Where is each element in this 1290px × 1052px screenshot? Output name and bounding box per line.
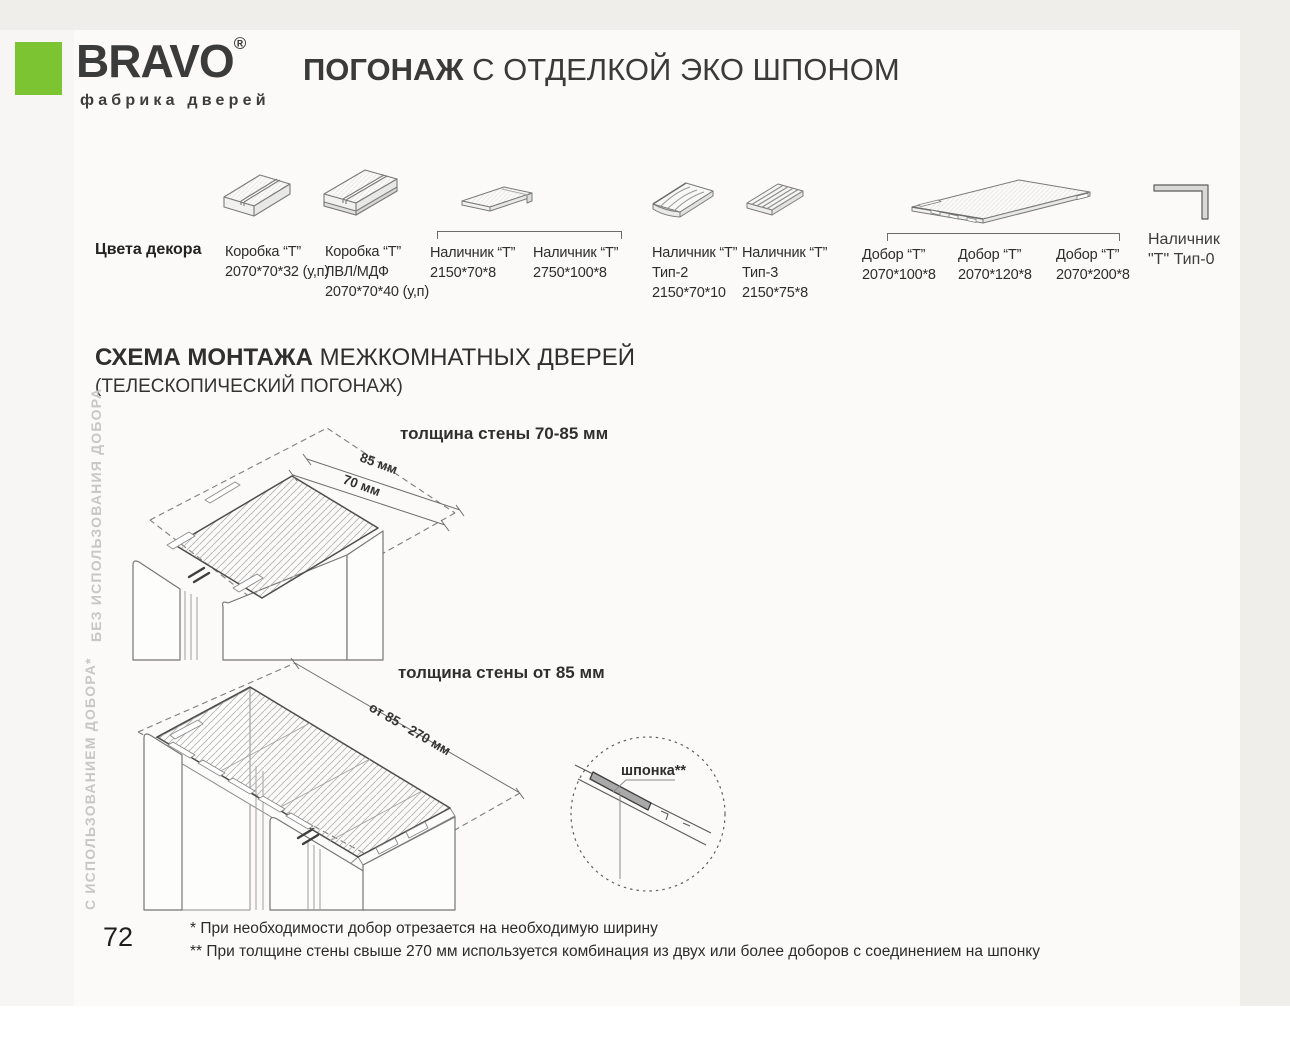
dobor-t-icon <box>905 171 1100 229</box>
product-size: 2150*70*8 <box>430 265 496 281</box>
nalichnik-t-flat-icon <box>458 180 538 220</box>
product-size: 2070*70*32 (у,п) <box>225 264 329 280</box>
product-title: Добор “Т” <box>1056 247 1120 263</box>
product-title: Коробка “Т” <box>325 244 402 260</box>
brand-name: BRAVO <box>76 35 234 87</box>
registered-mark: ® <box>233 34 246 53</box>
product-title: Наличник “Т” <box>742 245 828 261</box>
nalichnik-t-tip0-icon <box>1150 177 1212 223</box>
nalichnik-t-tip3-icon <box>742 176 808 224</box>
decor-colors-label: Цвета декора <box>95 241 202 258</box>
bravo-logo-mark <box>15 42 62 95</box>
product-size: 2070*120*8 <box>958 267 1032 283</box>
side-label-with-dobor: С ИСПОЛЬЗОВАНИЕМ ДОБОРА* <box>82 657 98 910</box>
footnote-1: * При необходимости добор отрезается на необходимую ширину <box>190 920 658 937</box>
product-label-dobor-200 <box>1056 245 1130 285</box>
page-title-bold: ПОГОНАЖ <box>303 52 464 87</box>
product-size: 2150*70*10 <box>652 285 726 301</box>
bravo-logo-text <box>76 34 245 88</box>
product-size: 2070*200*8 <box>1056 267 1130 283</box>
diagram-mounting-no-dobor <box>115 405 595 675</box>
product-label-nalichnik-2150 <box>430 243 515 283</box>
scheme-subheading: (ТЕЛЕСКОПИЧЕСКИЙ ПОГОНАЖ) <box>95 376 403 397</box>
product-title: Добор “Т” <box>862 247 926 263</box>
product-subtitle: "Т" Тип-0 <box>1148 251 1215 268</box>
detail-circle-shponka <box>563 726 735 906</box>
product-label-tip2 <box>652 243 737 303</box>
scan-edge-left <box>0 30 74 1006</box>
footnote-2: ** При толщине стены свыше 270 мм используется комбинация из двух или более доборов с соединением на шпонку <box>190 943 1040 960</box>
product-subtitle: Тип-2 <box>652 265 689 281</box>
nalichnik-group-bracket <box>437 231 622 239</box>
dim-label-85-270mm: от 85 - 270 мм <box>366 699 454 759</box>
product-title: Добор “Т” <box>958 247 1022 263</box>
product-title: Коробка “Т” <box>225 244 302 260</box>
page-title <box>303 52 900 88</box>
product-size: 2070*100*8 <box>862 267 936 283</box>
product-title: Наличник “Т” <box>430 245 516 261</box>
dim-label-85mm: 85 мм <box>357 449 400 478</box>
product-subtitle: Тип-3 <box>742 265 779 281</box>
dobor-group-bracket <box>887 233 1120 241</box>
product-size: 2150*75*8 <box>742 285 808 301</box>
diagram1-caption: толщина стены 70-85 мм <box>400 424 609 443</box>
nalichnik-t-tip2-icon <box>648 176 718 226</box>
scan-edge-top <box>0 0 1290 30</box>
product-label-tip3 <box>742 243 827 303</box>
product-label-dobor-100 <box>862 245 936 285</box>
shponka-label: шпонка** <box>621 763 687 779</box>
page-title-rest: С ОТДЕЛКОЙ ЭКО ШПОНОМ <box>463 52 900 87</box>
korobka-t-40-icon <box>318 161 404 225</box>
scheme-heading-rest: МЕЖКОМНАТНЫХ ДВЕРЕЙ <box>312 344 636 371</box>
scan-edge-right <box>1240 0 1290 1006</box>
product-label-korobka-40 <box>325 242 429 302</box>
diagram2-caption: толщина стены от 85 мм <box>398 663 605 682</box>
korobka-t-32-icon <box>218 167 296 225</box>
product-size: 2750*100*8 <box>533 265 607 281</box>
scheme-heading <box>95 344 635 372</box>
dim-label-70mm: 70 мм <box>340 471 383 500</box>
scan-edge-bottom <box>0 1006 1290 1052</box>
scheme-heading-bold: СХЕМА МОНТАЖА <box>95 344 313 371</box>
product-subtitle: ЛВЛ/МДФ <box>325 264 389 280</box>
logo-tagline: фабрика дверей <box>80 92 270 109</box>
product-label-korobka-32 <box>225 242 329 282</box>
product-label-nalichnik-2750 <box>533 243 618 283</box>
product-title: Наличник “Т” <box>652 245 738 261</box>
product-size: 2070*70*40 (у,п) <box>325 284 429 300</box>
side-label-without-dobor: БЕЗ ИСПОЛЬЗОВАНИЯ ДОБОРА <box>88 387 104 642</box>
product-title: Наличник <box>1148 231 1220 248</box>
product-label-tip0 <box>1148 230 1220 270</box>
product-label-dobor-120 <box>958 245 1032 285</box>
page-number: 72 <box>103 922 134 952</box>
product-title: Наличник “Т” <box>533 245 619 261</box>
